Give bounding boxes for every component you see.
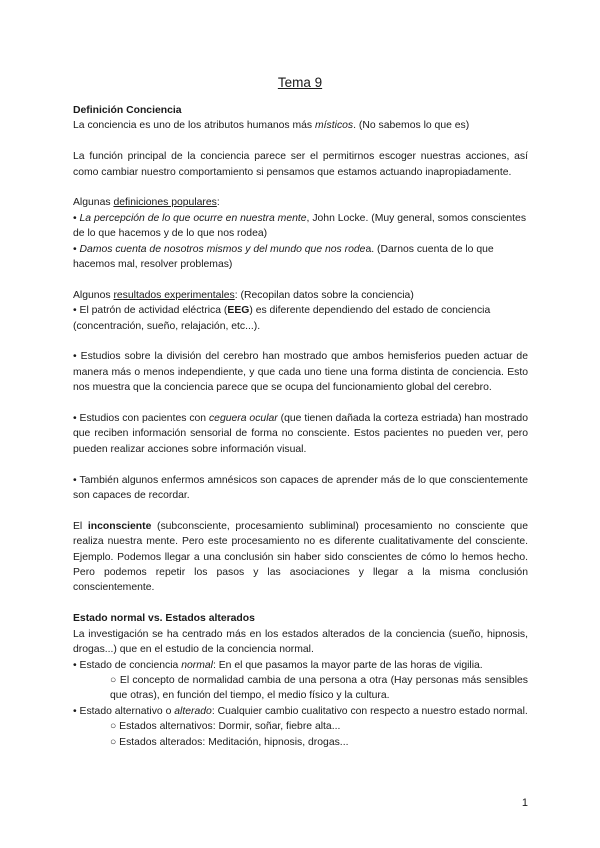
sublist-item-normalidad: ○ El concepto de normalidad cambia de una persona a otra (Hay personas más sensibles que otras), en función del tiempo, el medio físico y la cultura.	[110, 674, 528, 702]
sublist-item-alternativos: ○ Estados alternativos: Dormir, soñar, fiebre alta...	[110, 721, 341, 733]
result-item-ceguera: • Estudios con pacientes con ceguera ocular (que tienen dañada la corteza estriada) han mostrado que reciben información sensorial de forma no consciente. Estos pacientes no pueden ver, pero pueden realizar acciones sobre información visual.	[73, 413, 528, 455]
result-item-amnesicos: • También algunos enfermos amnésicos son capaces de aprender más de lo que conscientemente son capaces de recordar.	[73, 474, 528, 502]
paragraph-conciencia-intro: La conciencia es uno de los atributos humanos más místicos. (No sabemos lo que es)	[73, 120, 470, 132]
definition-item-darnos-cuenta: • Damos cuenta de nosotros mismos y del mundo que nos rodea. (Darnos cuenta de lo que hacemos mal, resolver problemas)	[73, 243, 494, 271]
paragraph-funcion-principal: La función principal de la conciencia parece ser el permitirnos escoger nuestras acciones, así como cambiar nuestro comportamiento si pensamos que estamos actuando inapropiadamente.	[73, 151, 528, 178]
document-body	[73, 103, 528, 750]
section-heading-estados: Estado normal vs. Estados alterados	[73, 613, 255, 625]
section-heading-definicion: Definición Conciencia	[73, 105, 182, 116]
result-item-eeg: • El patrón de actividad eléctrica (EEG) es diferente dependiendo del estado de conciencia (concentración, sueño, relajación, etc...).	[73, 305, 491, 332]
sublist-item-alterados: ○ Estados alterados: Meditación, hipnosis, drogas...	[110, 736, 349, 748]
paragraph-inconsciente: El inconsciente (subconsciente, procesamiento subliminal) procesamiento no consciente que realiza nuestra mente. Pero este procesamiento no es diferente cualitativamente del consciente. Ejemplo. Podemos llegar a una conclusión sin haber sido conscientes de cómo lo hemos hecho. Pero podemos repetir los pasos y las asociaciones y llegar a la misma conclusión conscientemente.	[73, 520, 528, 594]
definitions-intro: Algunas definiciones populares:	[73, 197, 220, 209]
definition-item-locke: • La percepción de lo que ocurre en nuestra mente, John Locke. (Muy general, somos conscientes de lo que hacemos y de lo que nos rodea)	[73, 212, 527, 240]
paragraph-investigacion: La investigación se ha centrado más en los estados alterados de la conciencia (sueño, hipnosis, drogas...) que en el estudio de la conciencia normal.	[73, 628, 528, 656]
result-item-hemisferios: • Estudios sobre la división del cerebro han mostrado que ambos hemisferios pueden actuar de manera más o menos independiente, y que cada uno tiene una forma distinta de conciencia. Esto nos muestra que la conciencia parece que se ocupa del funcionamiento global del cerebro.	[73, 351, 528, 394]
results-intro: Algunos resultados experimentales: (Recopilan datos sobre la conciencia)	[73, 289, 414, 301]
page-title: Tema 9	[277, 75, 323, 90]
list-item-estado-alterado: • Estado alternativo o alterado: Cualquier cambio cualitativo con respecto a nuestro estado normal.	[73, 705, 528, 717]
page-number: 1	[521, 797, 528, 809]
list-item-estado-normal: • Estado de conciencia normal: En el que pasamos la mayor parte de las horas de vigilia.	[73, 659, 483, 671]
